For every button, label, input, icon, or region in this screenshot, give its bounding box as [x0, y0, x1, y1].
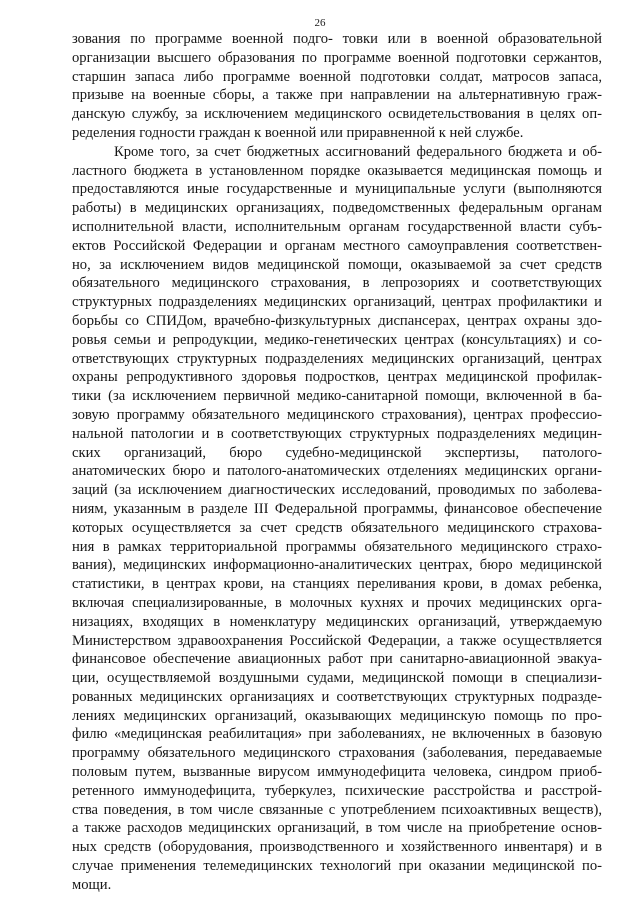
- text-line: нальной патологии и в соответствующих структурных подразделениях медицин-: [72, 425, 602, 442]
- text-line: структурных подразделениях медицинских организаций, центрах профилактики и: [72, 294, 602, 311]
- text-line: случае применения телемедицинских технологий при оказании медицинской по-: [72, 858, 602, 875]
- text-line: зовую программу обязательного медицинского страхования), центрах профессио-: [72, 406, 602, 423]
- text-line: ниям, указанным в разделе III Федеральной программы, финансовое обеспечение: [72, 500, 602, 517]
- body-text: [72, 30, 602, 895]
- text-line: но, за исключением видов медицинской помощи, оказываемой за счет средств: [72, 256, 602, 273]
- page-number: 26: [314, 17, 326, 29]
- text-line: призыве на военные сборы, а также при направлении на альтернативную граж-: [72, 87, 602, 104]
- text-line: лениях медицинских организаций, оказывающих медицинскую помощь по про-: [72, 707, 602, 724]
- text-line: рованных медицинских организациях и соответствующих структурных подразде-: [72, 688, 602, 705]
- text-line: зования по программе военной подго- товки или в военной образовательной: [72, 31, 602, 47]
- text-line: ровья семьи и репродукции, медико-генетических центрах (консультациях) и со-: [72, 331, 602, 348]
- text-line: ства поведения, в том числе связанные с употреблением психоактивных веществ),: [72, 801, 602, 818]
- text-line: ектов Российской Федерации и органам местного самоуправления соответствен-: [72, 237, 602, 254]
- text-line: организации высшего образования по программе военной подготовки сержантов,: [72, 49, 602, 66]
- text-line: Министерством здравоохранения Российской Федерации, а также осуществляется: [72, 632, 602, 649]
- text-line: работы) в медицинских организациях, подведомственных федеральным органам: [72, 200, 602, 217]
- text-line: старшин запаса либо программе военной подготовки солдат, матросов запаса,: [72, 68, 602, 85]
- text-line: ответствующих структурных подразделениях медицинских организаций, центрах: [72, 350, 602, 367]
- text-line: низациях, входящих в номенклатуру медицинских организаций, утверждаемую: [72, 613, 602, 630]
- text-line: финансовое обеспечение авиационных работ при санитарно-авиационной эвакуа-: [72, 651, 602, 668]
- text-line: ластного бюджета в установленном порядке оказывается медицинская помощь и: [72, 162, 602, 179]
- text-line: половым путем, вызванные вирусом иммунодефицита человека, синдром приоб-: [72, 764, 602, 781]
- text-line: борьбы со СПИДом, врачебно-физкультурных диспансерах, центрах охраны здо-: [72, 312, 602, 329]
- text-line: ретенного иммунодефицита, туберкулез, психические расстройства и расстрой-: [72, 782, 602, 799]
- text-line: включая специализированные, в молочных кухнях и прочих медицинских орга-: [72, 594, 602, 611]
- text-line: вания), медицинских информационно-аналитических центрах, бюро медицинской: [72, 557, 602, 574]
- text-line: ции, осуществляемой воздушными судами, медицинской помощи в специализи-: [72, 670, 602, 687]
- text-line: обязательного медицинского страхования, в лепрозориях и соответствующих: [72, 275, 602, 292]
- text-line: ния в рамках территориальной программы обязательного медицинского страхо-: [72, 538, 602, 555]
- text-line: Кроме того, за счет бюджетных ассигнований федерального бюджета и об-: [114, 143, 602, 160]
- text-line: анатомических бюро и патолого-анатомических отделениях медицинских органи-: [72, 463, 602, 480]
- text-line: предоставляются иные государственные и муниципальные услуги (выполняются: [72, 181, 602, 198]
- text-line: мощи.: [72, 876, 112, 893]
- text-line: статистики, в центрах крови, на станциях переливания крови, в домах ребенка,: [72, 576, 602, 593]
- text-line: ных средств (оборудования, производственного и хозяйственного инвентаря) и в: [72, 839, 602, 856]
- text-line: ских организаций, бюро судебно-медицинской экспертизы, патолого-: [72, 444, 602, 461]
- text-line: филю «медицинская реабилитация» при заболеваниях, не включенных в базовую: [72, 726, 602, 743]
- text-line: ределения годности граждан к военной или приравненной к ней службе.: [72, 124, 524, 141]
- text-line: охраны репродуктивного здоровья подростков, центрах медицинской профилак-: [72, 369, 602, 386]
- text-line: программу обязательного медицинского страхования (заболевания, передаваемые: [72, 745, 602, 762]
- text-line: заций (за исключением диагностических исследований, проводимых по заболева-: [72, 482, 602, 499]
- text-line: которых осуществляется за счет средств обязательного медицинского страхова-: [72, 519, 602, 536]
- text-line: исполнительной власти, исполнительным органам государственной власти субъ-: [72, 218, 602, 235]
- text-line: а также расходов медицинских организаций, в том числе на приобретение основ-: [72, 820, 602, 837]
- text-line: тики (за исключением первичной медико-санитарной помощи, включенной в ба-: [72, 388, 602, 405]
- text-line: данскую службу, за исключением медицинского освидетельствования в целях оп-: [72, 106, 602, 123]
